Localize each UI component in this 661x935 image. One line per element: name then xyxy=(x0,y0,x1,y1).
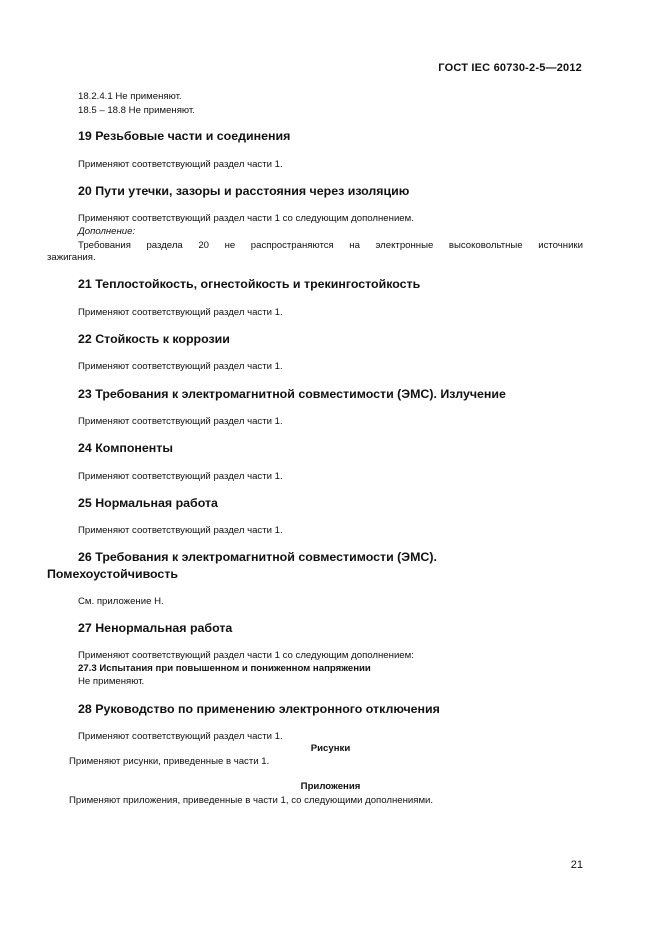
standard-designation: ГОСТ IEC 60730-2-5—2012 xyxy=(438,62,582,74)
figures-text: Применяют рисунки, приведенные в части 1. xyxy=(69,756,270,767)
section-21-heading: 21 Теплостойкость, огнестойкость и трекингостойкость xyxy=(78,277,421,291)
clause-27-3-heading: 27.3 Испытания при повышенном и пониженном напряжении xyxy=(78,663,371,674)
section-28-heading: 28 Руководство по применению электронного отключения xyxy=(78,702,440,716)
section-23-text: Применяют соответствующий раздел части 1. xyxy=(78,416,283,427)
section-21-text: Применяют соответствующий раздел части 1. xyxy=(78,307,283,318)
section-24-heading: 24 Компоненты xyxy=(78,441,173,455)
section-22-heading: 22 Стойкость к коррозии xyxy=(78,332,230,346)
section-26-heading-cont: Помехоустойчивость xyxy=(47,567,179,581)
section-28-text: Применяют соответствующий раздел части 1. xyxy=(78,731,283,742)
section-19-heading: 19 Резьбовые части и соединения xyxy=(78,129,291,143)
figures-heading: Рисунки xyxy=(310,743,351,754)
section-24-text: Применяют соответствующий раздел части 1. xyxy=(78,471,283,482)
section-20-heading: 20 Пути утечки, зазоры и расстояния через изоляцию xyxy=(78,184,410,198)
section-20-addition-label: Дополнение: xyxy=(78,226,136,237)
page-number: 21 xyxy=(570,859,583,871)
section-22-text: Применяют соответствующий раздел части 1. xyxy=(78,361,283,372)
section-20-text: Применяют соответствующий раздел части 1 со следующим дополнением. xyxy=(78,213,414,224)
section-23-heading: 23 Требования к электромагнитной совместимости (ЭМС). Излучение xyxy=(78,387,506,401)
section-19-text: Применяют соответствующий раздел части 1. xyxy=(78,159,283,170)
section-27-heading: 27 Ненормальная работа xyxy=(78,621,233,635)
clause-18-5-18-8: 18.5 – 18.8 Не применяют. xyxy=(78,105,195,116)
section-27-text: Применяют соответствующий раздел части 1 со следующим дополнением: xyxy=(78,650,414,661)
section-26-text: См. приложение Н. xyxy=(78,596,164,607)
clause-27-3-text: Не применяют. xyxy=(78,676,145,687)
clause-18-2-4-1: 18.2.4.1 Не применяют. xyxy=(78,91,182,102)
annexes-text: Применяют приложения, приведенные в части 1, со следующими дополнениями. xyxy=(69,795,434,806)
section-25-heading: 25 Нормальная работа xyxy=(78,496,218,510)
section-20-addition-line1: Требования раздела 20 не распространяются на электронные высоковольтные источники xyxy=(78,240,583,251)
section-20-addition-line2: зажигания. xyxy=(47,252,96,263)
annexes-heading: Приложения xyxy=(300,781,361,792)
section-26-heading: 26 Требования к электромагнитной совместимости (ЭМС). xyxy=(78,550,437,564)
section-25-text: Применяют соответствующий раздел части 1. xyxy=(78,525,283,536)
